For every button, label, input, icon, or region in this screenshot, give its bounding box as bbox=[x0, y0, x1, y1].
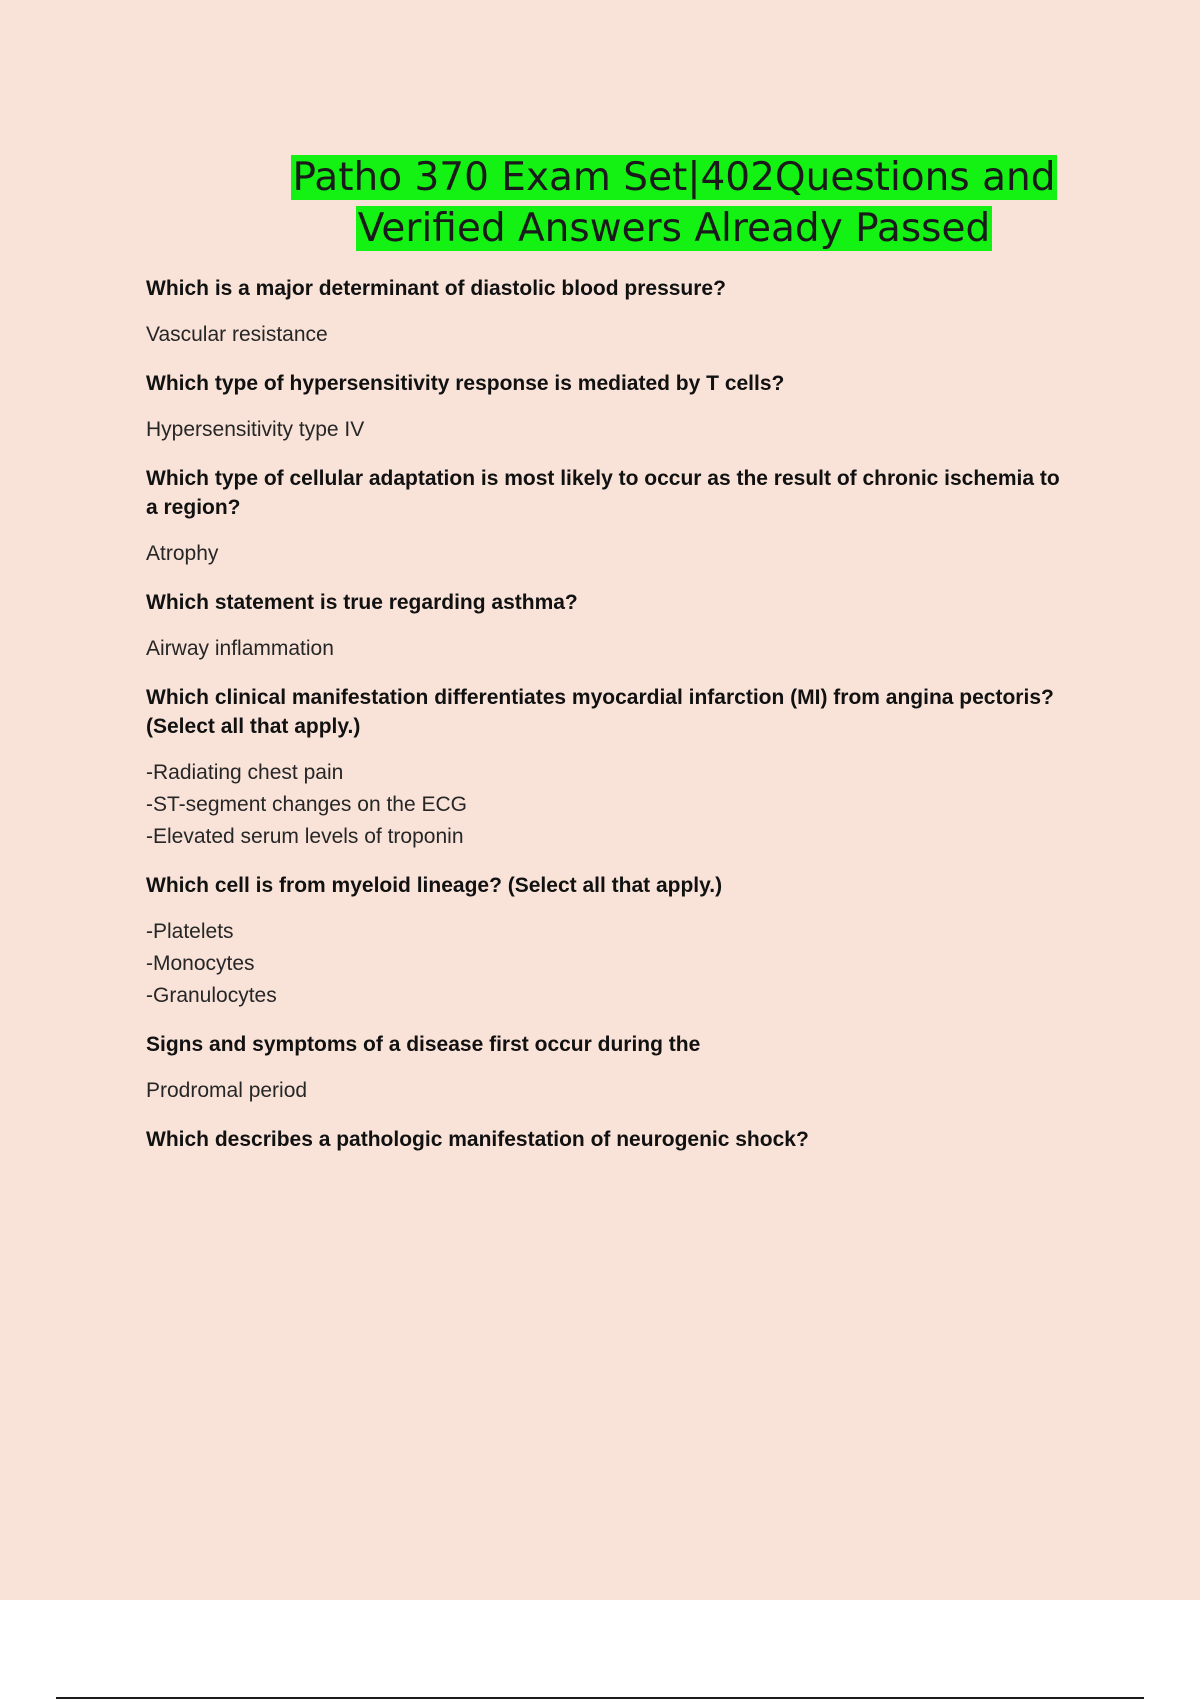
question: Which type of hypersensitivity response is mediated by T cells? bbox=[146, 372, 785, 395]
answer-line: -Radiating chest pain bbox=[146, 761, 344, 784]
title-line-2: Verified Answers Already Passed bbox=[357, 206, 991, 251]
answer bbox=[146, 319, 1076, 351]
qa-item bbox=[146, 464, 1076, 570]
qa-list bbox=[146, 274, 1076, 1172]
answer-line: Hypersensitivity type IV bbox=[146, 418, 365, 441]
question: Which statement is true regarding asthma? bbox=[146, 591, 578, 614]
answer-line: -Granulocytes bbox=[146, 984, 277, 1007]
document-title bbox=[0, 152, 1200, 254]
title-line-1: Patho 370 Exam Set|402Questions and bbox=[292, 155, 1056, 200]
qa-item bbox=[146, 588, 1076, 665]
answer bbox=[146, 916, 1076, 1012]
question: Which type of cellular adaptation is most likely to occur as the result of chronic ischemia to a region? bbox=[146, 467, 1060, 519]
answer-line: Airway inflammation bbox=[146, 637, 334, 660]
qa-item bbox=[146, 1125, 1076, 1154]
answer-line: -Platelets bbox=[146, 920, 234, 943]
answer bbox=[146, 1075, 1076, 1107]
answer bbox=[146, 633, 1076, 665]
answer-line: -ST-segment changes on the ECG bbox=[146, 793, 467, 816]
question: Which describes a pathologic manifestation of neurogenic shock? bbox=[146, 1128, 809, 1151]
answer bbox=[146, 538, 1076, 570]
question: Which clinical manifestation differentiates myocardial infarction (MI) from angina pectoris? (Select all that apply.) bbox=[146, 686, 1054, 738]
question: Signs and symptoms of a disease first occur during the bbox=[146, 1033, 701, 1056]
answer-line: Vascular resistance bbox=[146, 323, 328, 346]
qa-item bbox=[146, 1030, 1076, 1107]
answer-line: -Monocytes bbox=[146, 952, 255, 975]
qa-item bbox=[146, 871, 1076, 1012]
answer bbox=[146, 414, 1076, 446]
question: Which cell is from myeloid lineage? (Select all that apply.) bbox=[146, 874, 723, 897]
qa-item bbox=[146, 683, 1076, 853]
answer-line: Atrophy bbox=[146, 542, 219, 565]
answer-line: Prodromal period bbox=[146, 1079, 308, 1102]
answer bbox=[146, 757, 1076, 853]
qa-item bbox=[146, 274, 1076, 351]
footer-divider bbox=[56, 1697, 1144, 1699]
question: Which is a major determinant of diastolic blood pressure? bbox=[146, 277, 726, 300]
answer-line: -Elevated serum levels of troponin bbox=[146, 825, 464, 848]
qa-item bbox=[146, 369, 1076, 446]
